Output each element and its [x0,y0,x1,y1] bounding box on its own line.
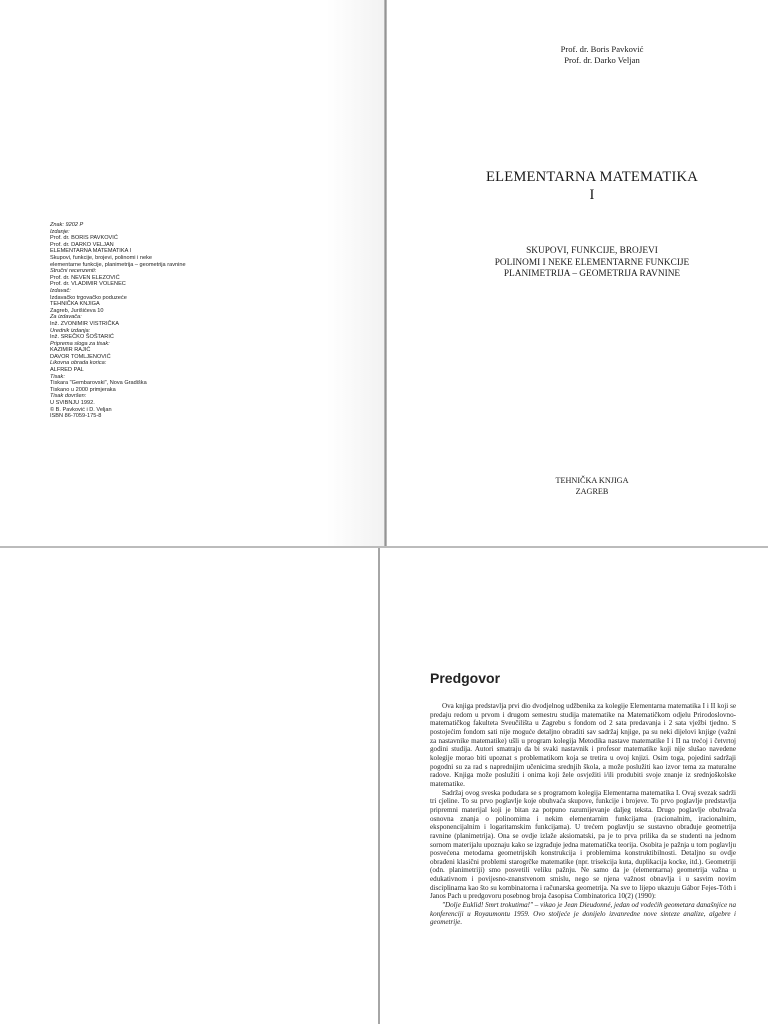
preface-paragraph: Sadržaj ovog sveska podudara se s programom kolegija Elementarna matematika I. Ovaj svezak sadrži tri cjeline. To su prvo poglavlje koje obuhvaća skupove, funkcije i brojeve. To prvo poglavlje predstavlja pripremni materijal koji je bitan za potpuno razumijevanje daljeg teksta. Drugo poglavlje obuhvaća osnovna znanja o polinomima i nekim elementarnim funkcijama (racionalnim, iracionalnim, eksponencijalnim i logaritamskim funkcijama). U trećem poglavlju se sustavno obrađuje geometrija ravnine (planimetrija). Ona se ovdje izlaže aksiomatski, pa je to prva prilika da se studenti na jednom sornom materijalu upoznaju kako se izgrađuje jedna matematička teorija. Osobita je pažnja u tom poglavlju posvećena metodama geometrijskih konstrukcija i problemima konstruktibilnosti. Detaljno su ovdje obrađeni klasični problemi starogrčke matematike (npr. trisekcija kuta, duplikacija kocke, itd.). Geometriji (odn. planimetriji) smo posvetili veliku pažnju. Ne samo da je (elementarna) geometrija važna u edukativnom i povijesno-znanstvenom smislu, nego se njena važnost obnavlja i u sasvim novim disciplinama kao što su kombinatorna i računarska geometrija. Na sve to lijepo ukazuju Gábor Fejes-Tóth i Janos Pach u predgovoru posebnog broja časopisa Combinatorica 10(2) (1990): [430,788,736,901]
imprint-label: Urednik izdanja: [50,327,91,334]
imprint-label: Priprema sloga za tisak: [50,340,110,347]
author-name: Prof. dr. Darko Veljan [564,54,640,65]
preface-body [430,702,736,927]
book-volume-number: I [589,187,595,203]
authors [532,44,672,65]
imprint-line: © B. Pavković i D. Veljan [50,406,112,413]
imprint-line: elementarne funkcije, planimetrija – geometrija ravnine [50,261,186,268]
imprint-label: Stručni recenzenti: [50,268,97,275]
imprint-block [50,222,250,420]
imprint-line: Inž. SREČKO ŠOŠTARIĆ [50,334,114,341]
imprint-line: Prof. dr. VLADIMIR VOLENEC [50,281,126,288]
imprint-label: Za izdavača: [50,314,82,321]
imprint-label: Tisak: [50,373,65,380]
imprint-line: ELEMENTARNA MATEMATIKA I [50,248,132,255]
publisher-name: TEHNIČKA KNJIGA [555,476,629,485]
imprint-line: Prof. dr. NEVEN ELEZOVIĆ [50,274,120,281]
imprint-label: Znak: 9202 P [50,222,84,228]
subtitle-line: POLINOMI I NEKE ELEMENTARNE FUNKCIJE [494,257,690,268]
book-title-main: ELEMENTARNA MATEMATIKA [486,169,698,185]
imprint-label: Tisak dovršen: [50,393,87,400]
preface-paragraph: Ova knjiga predstavlja prvi dio dvodjelnog udžbenika za kolegije Elementarna matematika I i II koji se predaju redom u prvom i drugom semestru studija matematike na Matematičkom odjelu Prirodoslovno-matematičkog fakulteta Sveučilišta u Zagrebu s fondom od 2 sata predavanja i 2 sata vježbi tjedno. S postojećim fondom sati nije moguće detaljno obraditi sav sadržaj knjige, pa su neki dijelovi knjige (važni za nastavnike matematike) ušli u program kolegija Metodika nastave matematike I i II na trećoj i četvrtoj godini studija. Autori smatraju da bi svaki nastavnik i profesor matematike koji nije slušao navedene kolegije morao biti upoznat s problematikom koja se tretira u ovoj knjizi. Osim toga, pojedini sadržaji pogodni su za rad s naprednijim učenicima srednjih škola, a može poslužiti kao izvor tema za maturalne radove. Knjiga može poslužiti i onima koji žele osvježiti i/ili produbiti svoje znanje iz srednjoškolske matematike. [430,702,736,788]
imprint-line: DAVOR TOMLJENOVIĆ [50,353,111,360]
page-fold-vertical-lower [378,548,380,1024]
imprint-line: KAZIMIR RAJIĆ [50,347,91,354]
imprint-label: Likovna obrada korica: [50,360,107,367]
imprint-label: Izdavač: [50,287,71,294]
publisher-city: ZAGREB [575,486,609,496]
publisher [500,476,684,497]
imprint-line: Izdavačko trgovačko poduzeće [50,294,127,301]
imprint-line: ISBN 86-7059-175-8 [50,413,102,420]
imprint-line: U SVIBNJU 1992. [50,400,95,407]
book-subtitle [422,246,762,281]
preface-quote: "Dolje Euklid! Smrt trokutima!" – vikao je Jean Dieudonné, jedan od vodećih geometara današnjice na konferenciji u Royaumontu 1959. Ovo stoljeće je donijelo izvanredne nove sinteze analize, algebre i geometrije. [430,901,736,927]
imprint-line: Prof. dr. BORIS PAVKOVIĆ [50,235,118,242]
page-fold-horizontal [0,546,768,548]
subtitle-line: SKUPOVI, FUNKCIJE, BROJEVI [526,246,658,256]
imprint-line: Zagreb, Jurišićeva 10 [50,307,104,314]
imprint-line: TEHNIČKA KNJIGA [50,301,100,308]
page-fold-vertical [384,0,387,546]
imprint-label: Izdanje: [50,228,70,235]
imprint-line: Tiskano u 2000 primjeraka [50,386,116,393]
preface-heading: Predgovor [430,670,501,686]
imprint-line: Tiskara "Gembarovski", Nova Gradiška [50,380,147,387]
imprint-line: Prof. dr. DARKO VELJAN [50,241,114,248]
book-title [422,168,762,204]
author-name: Prof. dr. Boris Pavković [560,44,644,54]
imprint-line: Skupovi, funkcije, brojevi, polinomi i neke [50,254,152,261]
imprint-line: Inž. ZVONIMIR VISTRIČKA [50,320,119,327]
imprint-line: ALFRED PAL [50,367,84,374]
subtitle-line: PLANIMETRIJA – GEOMETRIJA RAVNINE [503,269,681,280]
